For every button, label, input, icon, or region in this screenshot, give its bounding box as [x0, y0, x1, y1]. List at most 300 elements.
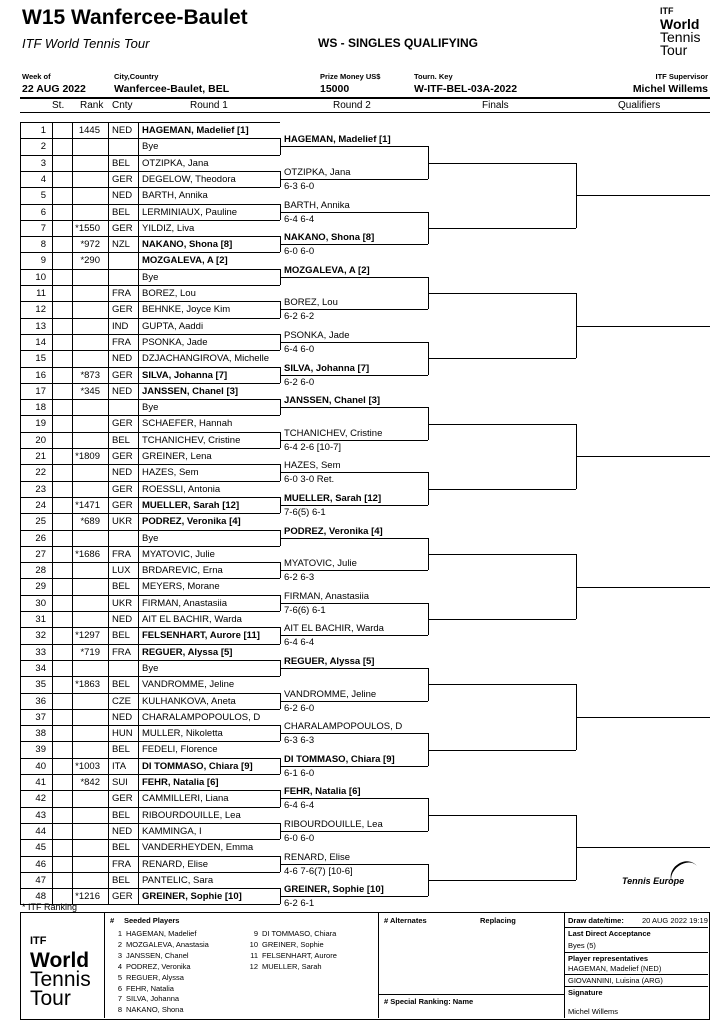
- match-score: 6-3 6-0: [284, 181, 315, 193]
- player-name: Bye: [142, 141, 159, 153]
- row-rule: [20, 676, 280, 677]
- round2-player: FIRMAN, Anastasiia: [284, 590, 369, 602]
- draw-position: 38: [35, 728, 46, 740]
- round2-player: HAZES, Sem: [284, 460, 341, 472]
- player-rank: *972: [80, 239, 100, 251]
- round2-player: CHARALAMPOPOULOS, D: [284, 721, 403, 733]
- player-rank: *1297: [75, 630, 100, 642]
- draw-position: 29: [35, 581, 46, 593]
- player-name: VANDERHEYDEN, Emma: [142, 842, 254, 854]
- seed-player: GREINER, Sophie: [262, 939, 324, 949]
- bracket-line: [428, 228, 576, 229]
- player-country: NED: [112, 614, 133, 625]
- row-rule: [20, 138, 280, 139]
- draw-date-value: 20 AUG 2022 19:19: [642, 916, 708, 925]
- player-country: BEL: [112, 679, 130, 691]
- bracket-line: [280, 831, 428, 832]
- draw-position: 41: [35, 777, 46, 788]
- player-name: MEYERS, Morane: [142, 581, 220, 593]
- row-rule: [20, 448, 280, 449]
- rep-2: GIOVANNINI, Luisina (ARG): [568, 976, 663, 985]
- row-rule: [20, 415, 280, 416]
- player-country: GER: [112, 304, 133, 316]
- player-name: FEHR, Natalia [6]: [142, 777, 219, 788]
- itf-ranking-note: * ITF Ranking: [22, 902, 78, 912]
- draw-position: 24: [35, 499, 46, 511]
- row-rule: [20, 660, 280, 661]
- player-name: DEGELOW, Theodora: [142, 173, 236, 185]
- player-country: BEL: [112, 744, 130, 756]
- row-rule: [20, 432, 280, 433]
- draw-position: 21: [35, 451, 46, 462]
- bracket-line: [280, 244, 428, 245]
- draw-position: 36: [35, 695, 46, 707]
- match-score: 7-6(5) 6-1: [284, 507, 326, 519]
- lda-value: Byes (5): [568, 941, 596, 950]
- event-name: WS - SINGLES QUALIFYING: [318, 36, 479, 50]
- player-name: VANDROMME, Jeline: [142, 679, 235, 691]
- row-rule: [20, 236, 280, 237]
- player-name: CAMMILLERI, Liana: [142, 793, 229, 805]
- lda-label: Last Direct Acceptance: [568, 929, 651, 938]
- player-rank: *1550: [75, 222, 100, 234]
- player-country: FRA: [112, 336, 131, 348]
- player-name: REGUER, Alyssa [5]: [142, 646, 233, 658]
- row-rule: [20, 383, 280, 384]
- player-country: BEL: [112, 157, 130, 169]
- player-name: GREINER, Sophie [10]: [142, 891, 242, 903]
- player-rank: *290: [80, 255, 100, 267]
- bracket-line: [280, 407, 428, 408]
- draw-position: 42: [35, 793, 46, 805]
- row-rule: [20, 497, 280, 498]
- round2-player: DI TOMMASO, Chiara [9]: [284, 753, 395, 765]
- player-country: NZL: [112, 239, 130, 251]
- qualifier-line: [576, 717, 710, 718]
- seed-player: FEHR, Natalia: [126, 983, 174, 993]
- draw-position: 43: [35, 809, 46, 821]
- city-value: Wanfercee-Baulet, BEL: [114, 83, 230, 95]
- player-country: FRA: [112, 858, 131, 870]
- seed-player: FELSENHART, Aurore: [262, 950, 337, 960]
- player-name: SCHAEFER, Hannah: [142, 418, 233, 430]
- player-name: BOREZ, Lou: [142, 288, 196, 299]
- bracket-line: [428, 750, 576, 751]
- match-score: 6-3 6-3: [284, 735, 315, 747]
- bracket-line: [280, 146, 428, 147]
- qualifier-line: [576, 847, 710, 848]
- col-round1: Round 1: [190, 100, 228, 111]
- seed-player: MOZGALEVA, Anastasia: [126, 939, 209, 949]
- bracket-line: [280, 896, 428, 897]
- seed-number: 1: [117, 929, 122, 938]
- player-country: NED: [112, 825, 133, 837]
- player-country: NED: [112, 353, 133, 365]
- draw-position: 15: [35, 353, 46, 365]
- round2-player: MOZGALEVA, A [2]: [284, 264, 370, 276]
- player-name: DI TOMMASO, Chiara [9]: [142, 760, 253, 772]
- itf-world-tennis-tour-logo-large: ITF World Tennis Tour: [30, 935, 91, 1010]
- player-name: LERMINIAUX, Pauline: [142, 206, 238, 218]
- bracket-line: [280, 440, 428, 441]
- seed-player: MUELLER, Sarah: [262, 961, 322, 971]
- draw-position: 20: [35, 434, 46, 446]
- player-name: BARTH, Annika: [142, 190, 208, 202]
- seed-number: 10: [249, 939, 258, 949]
- seeded-title: Seeded Players: [124, 916, 180, 925]
- player-country: FRA: [112, 288, 131, 299]
- bracket-line: [428, 684, 576, 685]
- player-name: GUPTA, Aaddi: [142, 320, 204, 332]
- row-rule: [20, 627, 280, 628]
- bracket-line: [280, 179, 428, 180]
- row-rule: [20, 546, 280, 547]
- player-name: AIT EL BACHIR, Warda: [142, 614, 242, 625]
- row-rule: [20, 741, 280, 742]
- player-rank: 1445: [78, 125, 100, 136]
- player-rank: *1003: [75, 760, 100, 772]
- seeded-hash: #: [110, 916, 115, 925]
- player-name: Bye: [142, 402, 159, 414]
- player-name: FEDELI, Florence: [142, 744, 218, 756]
- col-qualifiers: Qualifiers: [618, 100, 661, 111]
- key-value: W-ITF-BEL-03A-2022: [414, 83, 518, 95]
- round2-player: RIBOURDOUILLE, Lea: [284, 819, 383, 831]
- seed-number: 9: [253, 929, 258, 938]
- player-name: SILVA, Johanna [7]: [142, 369, 228, 381]
- round2-player: OTZIPKA, Jana: [284, 167, 351, 179]
- supervisor-label: ITF Supervisor: [655, 72, 708, 81]
- match-score: 6-4 2-6 [10-7]: [284, 441, 342, 453]
- seed-player: REGUER, Alyssa: [126, 972, 184, 982]
- bracket-line: [428, 815, 576, 816]
- row-rule: [20, 481, 280, 482]
- player-country: GER: [112, 451, 133, 462]
- column-header-rule: [20, 112, 710, 113]
- draw-position: 8: [40, 239, 46, 251]
- player-country: NED: [112, 125, 133, 136]
- bracket-line: [280, 212, 428, 213]
- player-country: BEL: [112, 434, 130, 446]
- draw-position: 28: [35, 565, 46, 577]
- bracket-line: [280, 668, 428, 669]
- player-rank: *689: [80, 516, 100, 528]
- player-name: PSONKA, Jade: [142, 336, 208, 348]
- bracket-line: [280, 277, 428, 278]
- seed-number: 5: [117, 972, 122, 982]
- player-country: SUI: [112, 777, 128, 788]
- bracket-line: [280, 309, 428, 310]
- seed-number: 11: [250, 950, 258, 960]
- draw-position: 13: [35, 320, 46, 332]
- player-country: LUX: [112, 565, 131, 577]
- player-rank: *719: [80, 646, 100, 658]
- player-country: IND: [112, 320, 129, 332]
- signature-label: Signature: [568, 988, 603, 997]
- player-country: HUN: [112, 728, 133, 740]
- row-rule: [20, 644, 280, 645]
- player-rank: *873: [80, 369, 100, 381]
- row-rule: [20, 513, 280, 514]
- qualifier-line: [576, 587, 710, 588]
- supervisor-value: Michel Willems: [632, 83, 708, 95]
- round2-player: TCHANICHEV, Cristine: [284, 427, 383, 439]
- draw-position: 31: [35, 614, 46, 625]
- match-score: 6-2 6-0: [284, 376, 315, 388]
- round2-player: REGUER, Alyssa [5]: [284, 656, 375, 668]
- player-name: PODREZ, Veronika [4]: [142, 516, 241, 528]
- match-score: 6-0 3-0 Ret.: [284, 474, 335, 486]
- round2-player: BOREZ, Lou: [284, 297, 338, 309]
- player-name: MULLER, Nikoletta: [142, 728, 223, 740]
- draw-position: 34: [35, 662, 46, 674]
- draw-position: 16: [35, 369, 46, 381]
- bracket-line: [428, 619, 576, 620]
- player-country: FRA: [112, 548, 131, 560]
- row-rule: [20, 790, 280, 791]
- bracket-line: [280, 733, 428, 734]
- player-name: HAZES, Sem: [142, 467, 199, 479]
- draw-position: 25: [35, 516, 46, 528]
- qualifier-line: [576, 326, 710, 327]
- player-country: GER: [112, 173, 133, 185]
- col-cnty: Cnty: [112, 100, 133, 111]
- row-rule: [20, 122, 280, 123]
- draw-position: 37: [35, 711, 46, 723]
- city-label: City,Country: [114, 72, 159, 81]
- row-rule: [20, 823, 280, 824]
- col-round2: Round 2: [333, 100, 371, 111]
- player-name: TCHANICHEV, Cristine: [142, 434, 241, 446]
- player-country: BEL: [112, 874, 130, 886]
- draw-position: 5: [40, 190, 46, 202]
- bracket-line: [428, 880, 576, 881]
- seed-number: 8: [117, 1005, 122, 1015]
- row-rule: [20, 269, 280, 270]
- player-name: BRDAREVIC, Erna: [142, 565, 223, 577]
- draw-date-label: Draw date/time:: [568, 916, 624, 925]
- row-rule: [20, 611, 280, 612]
- round2-player: FEHR, Natalia [6]: [284, 786, 361, 798]
- draw-position: 48: [35, 891, 46, 903]
- row-rule: [20, 725, 280, 726]
- row-rule: [20, 562, 280, 563]
- player-country: BEL: [112, 809, 130, 821]
- seed-player: HAGEMAN, Madelief: [126, 929, 197, 938]
- row-rule: [20, 888, 280, 889]
- row-rule: [20, 578, 280, 579]
- player-name: BEHNKE, Joyce Kim: [142, 304, 231, 316]
- draw-position: 33: [35, 646, 46, 658]
- match-score: 6-4 6-4: [284, 800, 315, 812]
- round2-player: AIT EL BACHIR, Warda: [284, 623, 384, 635]
- round2-player: MUELLER, Sarah [12]: [284, 493, 382, 505]
- tour-subtitle: ITF World Tennis Tour: [22, 36, 150, 51]
- prize-value: 15000: [320, 83, 350, 95]
- player-name: YILDIZ, Liva: [142, 222, 195, 234]
- week-value: 22 AUG 2022: [22, 83, 86, 95]
- match-score: 6-0 6-0: [284, 833, 315, 845]
- seed-player: JANSSEN, Chanel: [126, 950, 189, 960]
- col-rank: Rank: [80, 100, 104, 111]
- player-country: GER: [112, 418, 133, 430]
- match-score: 6-2 6-3: [284, 572, 315, 584]
- player-name: HAGEMAN, Madelief [1]: [142, 125, 249, 136]
- bracket-line: [280, 375, 428, 376]
- row-rule: [20, 709, 280, 710]
- player-rank: *1686: [75, 548, 100, 560]
- match-score: 6-0 6-0: [284, 246, 315, 258]
- row-rule: [20, 774, 280, 775]
- draw-position: 47: [35, 874, 46, 886]
- round2-player: NAKANO, Shona [8]: [284, 232, 375, 244]
- player-name: RENARD, Elise: [142, 858, 208, 870]
- signature-value: Michel Willems: [568, 1007, 619, 1016]
- row-rule: [20, 334, 280, 335]
- draw-position: 3: [40, 157, 46, 169]
- seed-number: 7: [117, 994, 122, 1004]
- player-name: FELSENHART, Aurore [11]: [142, 630, 260, 642]
- player-name: KULHANKOVA, Aneta: [142, 695, 236, 707]
- qualifier-line: [576, 195, 710, 196]
- row-rule: [20, 301, 280, 302]
- row-rule: [20, 318, 280, 319]
- draw-position: 14: [35, 336, 46, 348]
- seed-number: 12: [249, 961, 258, 971]
- player-name: MOZGALEVA, A [2]: [142, 255, 228, 267]
- row-rule: [20, 807, 280, 808]
- bracket-line: [280, 635, 428, 636]
- row-rule: [20, 856, 280, 857]
- row-rule: [20, 595, 280, 596]
- player-country: GER: [112, 793, 133, 805]
- player-country: GER: [112, 369, 133, 381]
- player-name: NAKANO, Shona [8]: [142, 239, 233, 251]
- player-country: UKR: [112, 516, 133, 528]
- seed-player: PODREZ, Veronika: [126, 961, 191, 971]
- week-label: Week of: [22, 72, 51, 81]
- player-name: OTZIPKA, Jana: [142, 157, 209, 169]
- player-country: BEL: [112, 630, 130, 642]
- bracket-line: [280, 864, 428, 865]
- player-name: PANTELIC, Sara: [142, 874, 214, 886]
- player-name: MYATOVIC, Julie: [142, 548, 215, 560]
- draw-position: 40: [35, 760, 46, 772]
- draw-position: 30: [35, 597, 46, 609]
- col-st: St.: [52, 100, 65, 111]
- round2-player: SILVA, Johanna [7]: [284, 362, 370, 374]
- draw-position: 12: [35, 304, 46, 316]
- prize-label: Prize Money US$: [320, 72, 381, 81]
- player-rank: *842: [80, 777, 100, 788]
- row-rule: [20, 693, 280, 694]
- row-rule: [20, 758, 280, 759]
- tennis-europe-swoosh-icon: [665, 856, 704, 895]
- tournament-title: W15 Wanfercee-Baulet: [22, 6, 248, 29]
- draw-position: 1: [40, 125, 46, 136]
- seed-player: NAKANO, Shona: [126, 1005, 184, 1015]
- player-country: NED: [112, 385, 133, 397]
- row-rule: [20, 350, 280, 351]
- draw-position: 35: [35, 679, 46, 691]
- seed-number: 2: [117, 939, 122, 949]
- reps-label: Player representatives: [568, 954, 649, 963]
- player-rank: *1809: [75, 451, 100, 462]
- draw-position: 2: [40, 141, 46, 153]
- match-score: 7-6(6) 6-1: [284, 604, 326, 616]
- round2-player: JANSSEN, Chanel [3]: [284, 395, 381, 407]
- draw-position: 4: [40, 173, 46, 185]
- alternates-label: # Alternates: [384, 916, 427, 925]
- player-rank: *1471: [75, 499, 100, 511]
- col-finals: Finals: [482, 100, 509, 111]
- match-score: 4-6 7-6(7) [10-6]: [284, 865, 353, 877]
- draw-position: 19: [35, 418, 46, 430]
- player-country: NED: [112, 711, 133, 723]
- player-name: GREINER, Lena: [142, 451, 212, 462]
- bracket-line: [280, 538, 428, 539]
- bracket-line: [280, 766, 428, 767]
- player-name: Bye: [142, 271, 159, 283]
- row-rule: [20, 399, 280, 400]
- player-country: GER: [112, 499, 133, 511]
- player-name: CHARALAMPOPOULOS, D: [142, 711, 261, 723]
- round2-player: GREINER, Sophie [10]: [284, 884, 384, 896]
- player-name: JANSSEN, Chanel [3]: [142, 385, 239, 397]
- seed-player: DI TOMMASO, Chiara: [262, 929, 337, 938]
- player-name: KAMMINGA, I: [142, 825, 202, 837]
- seed-number: 4: [117, 961, 122, 971]
- round2-player: MYATOVIC, Julie: [284, 558, 357, 570]
- rep-1: HAGEMAN, Madelief (NED): [568, 964, 662, 973]
- player-country: BEL: [112, 581, 130, 593]
- row-rule: [20, 204, 280, 205]
- bracket-line: [428, 293, 576, 294]
- row-rule: [20, 872, 280, 873]
- bracket-line: [428, 424, 576, 425]
- player-name: FIRMAN, Anastasiia: [142, 597, 227, 609]
- player-country: FRA: [112, 646, 131, 658]
- draw-position: 7: [40, 222, 46, 234]
- match-score: 6-2 6-0: [284, 702, 315, 714]
- header-rule: [20, 97, 710, 99]
- tennis-europe-logo: Tennis Europe: [622, 876, 685, 886]
- draw-position: 39: [35, 744, 46, 756]
- player-name: DZJACHANGIROVA, Michelle: [142, 353, 270, 365]
- bracket-line: [280, 603, 428, 604]
- seed-number: 6: [117, 983, 122, 993]
- match-score: 6-2 6-1: [284, 898, 315, 910]
- match-score: 6-4 6-4: [284, 213, 315, 225]
- draw-position: 45: [35, 842, 46, 854]
- player-country: BEL: [112, 842, 130, 854]
- player-country: CZE: [112, 695, 131, 707]
- bracket-line: [428, 489, 576, 490]
- match-score: 6-4 6-0: [284, 344, 315, 356]
- row-rule: [20, 187, 280, 188]
- round2-player: RENARD, Elise: [284, 851, 350, 863]
- row-rule: [20, 155, 280, 156]
- player-country: UKR: [112, 597, 133, 609]
- player-country: GER: [112, 891, 133, 903]
- bracket-line: [280, 570, 428, 571]
- draw-position: 17: [35, 385, 46, 397]
- draw-position: 11: [36, 288, 46, 299]
- row-rule: [20, 530, 280, 531]
- itf-world-tennis-tour-logo: ITF World Tennis Tour: [660, 6, 701, 58]
- player-country: BEL: [112, 206, 130, 218]
- draw-position: 10: [35, 271, 46, 283]
